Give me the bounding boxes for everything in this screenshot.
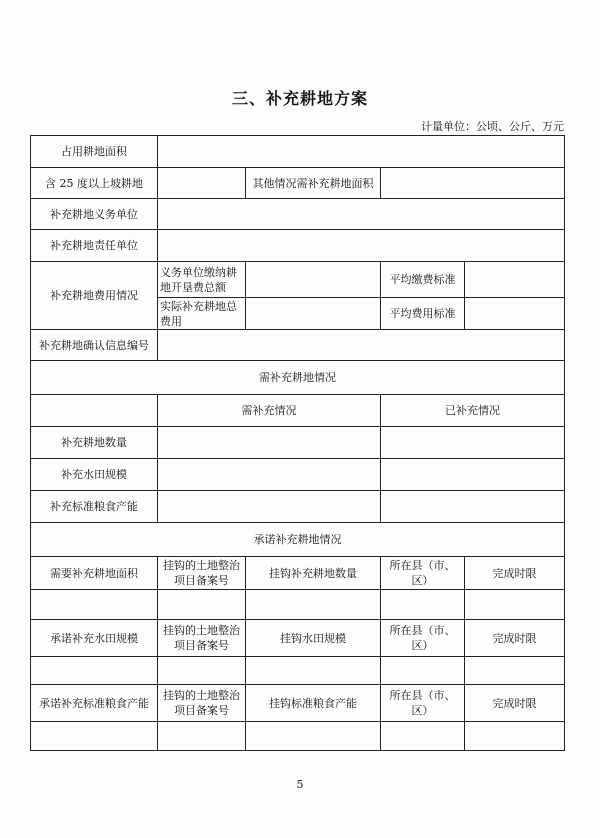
table-row [31,657,565,685]
col-header-county: 所在县（市、区） [381,685,465,722]
label-duty-fee-total: 义务单位缴纳耕地开垦费总额 [158,262,246,298]
col-header-promise-paddy: 承诺补充水田规模 [31,620,158,657]
table-row [31,230,565,262]
col-header-project-record: 挂钩的土地整治项目备案号 [158,557,246,590]
table-row [31,199,565,230]
table-row [31,262,565,298]
label-other-need: 其他情况需补充耕地面积 [246,168,381,199]
cell-actual-cost-value [246,298,381,330]
col-header-county: 所在县（市、区） [381,620,465,657]
cell-arable-qty-done [381,427,565,459]
col-header-linked-paddy: 挂钩水田规模 [246,620,381,657]
row-label-resp-unit: 补充耕地责任单位 [31,230,158,262]
label-avg-cost-std: 平均费用标准 [381,298,465,330]
measurement-unit-note: 计量单位：公顷、公斤、万元 [421,120,564,133]
table-row [31,685,565,722]
table-row [31,459,565,491]
table-row [31,136,565,168]
cell-other-need-value [381,168,565,199]
cell-blank [465,657,565,685]
table-row [31,523,565,557]
table-row [31,395,565,427]
cell-confirm-no-value [158,330,565,361]
cell-resp-unit-value [158,230,565,262]
cell-blank [31,590,158,620]
cell-avg-fee-std-value [465,262,565,298]
table-row [31,168,565,199]
row-label-occupied-area: 占用耕地面积 [31,136,158,168]
col-header-need-status: 需补充情况 [158,395,381,427]
cell-blank [246,722,381,751]
cell-blank [465,722,565,751]
cell-grain-capacity-done [381,491,565,523]
cell-blank [381,590,465,620]
cell-avg-cost-std-value [465,298,565,330]
table-row [31,620,565,657]
cell-blank [381,657,465,685]
col-header-project-record: 挂钩的土地整治项目备案号 [158,620,246,657]
cell-grain-capacity-need [158,491,381,523]
page-title: 三、补充耕地方案 [231,89,368,108]
table-row [31,427,565,459]
col-header-done-status: 已补充情况 [381,395,565,427]
table-row [31,722,565,751]
cell-occupied-area-value [158,136,565,168]
cell-paddy-scale-done [381,459,565,491]
section-heading-need: 需补充耕地情况 [31,361,565,395]
cell-paddy-scale-need [158,459,381,491]
cell-slope-25-value [158,168,246,199]
col-header-need-area: 需要补充耕地面积 [31,557,158,590]
col-header-deadline: 完成时限 [465,620,565,657]
col-header-deadline: 完成时限 [465,557,565,590]
row-label-slope-25: 含 25 度以上坡耕地 [31,168,158,199]
table-row [31,590,565,620]
row-label-grain-capacity: 补充标准粮食产能 [31,491,158,523]
section-heading-promise: 承诺补充耕地情况 [31,523,565,557]
cell-blank [158,590,246,620]
table-row [31,330,565,361]
cell-duty-fee-total-value [246,262,381,298]
col-header-promise-grain: 承诺补充标准粮食产能 [31,685,158,722]
cell-arable-qty-need [158,427,381,459]
label-avg-fee-std: 平均缴费标准 [381,262,465,298]
table-row [31,491,565,523]
page-number: 5 [296,778,304,791]
row-label-duty-unit: 补充耕地义务单位 [31,199,158,230]
col-header-linked-arable-qty: 挂钩补充耕地数量 [246,557,381,590]
cell-empty-header [31,395,158,427]
cell-blank [246,657,381,685]
cell-blank [158,722,246,751]
cell-blank [381,722,465,751]
row-label-arable-qty: 补充耕地数量 [31,427,158,459]
cell-blank [31,657,158,685]
cell-duty-unit-value [158,199,565,230]
cell-blank [31,722,158,751]
row-label-paddy-scale: 补充水田规模 [31,459,158,491]
cell-blank [465,590,565,620]
supplementary-farmland-table [30,135,565,751]
table-row [31,557,565,590]
col-header-deadline: 完成时限 [465,685,565,722]
col-header-project-record: 挂钩的土地整治项目备案号 [158,685,246,722]
table-row [31,361,565,395]
label-actual-cost: 实际补充耕地总费用 [158,298,246,330]
cell-blank [158,657,246,685]
col-header-linked-grain: 挂钩标准粮食产能 [246,685,381,722]
row-label-confirm-no: 补充耕地确认信息编号 [31,330,158,361]
col-header-county: 所在县（市、区） [381,557,465,590]
row-label-cost: 补充耕地费用情况 [31,262,158,330]
cell-blank [246,590,381,620]
